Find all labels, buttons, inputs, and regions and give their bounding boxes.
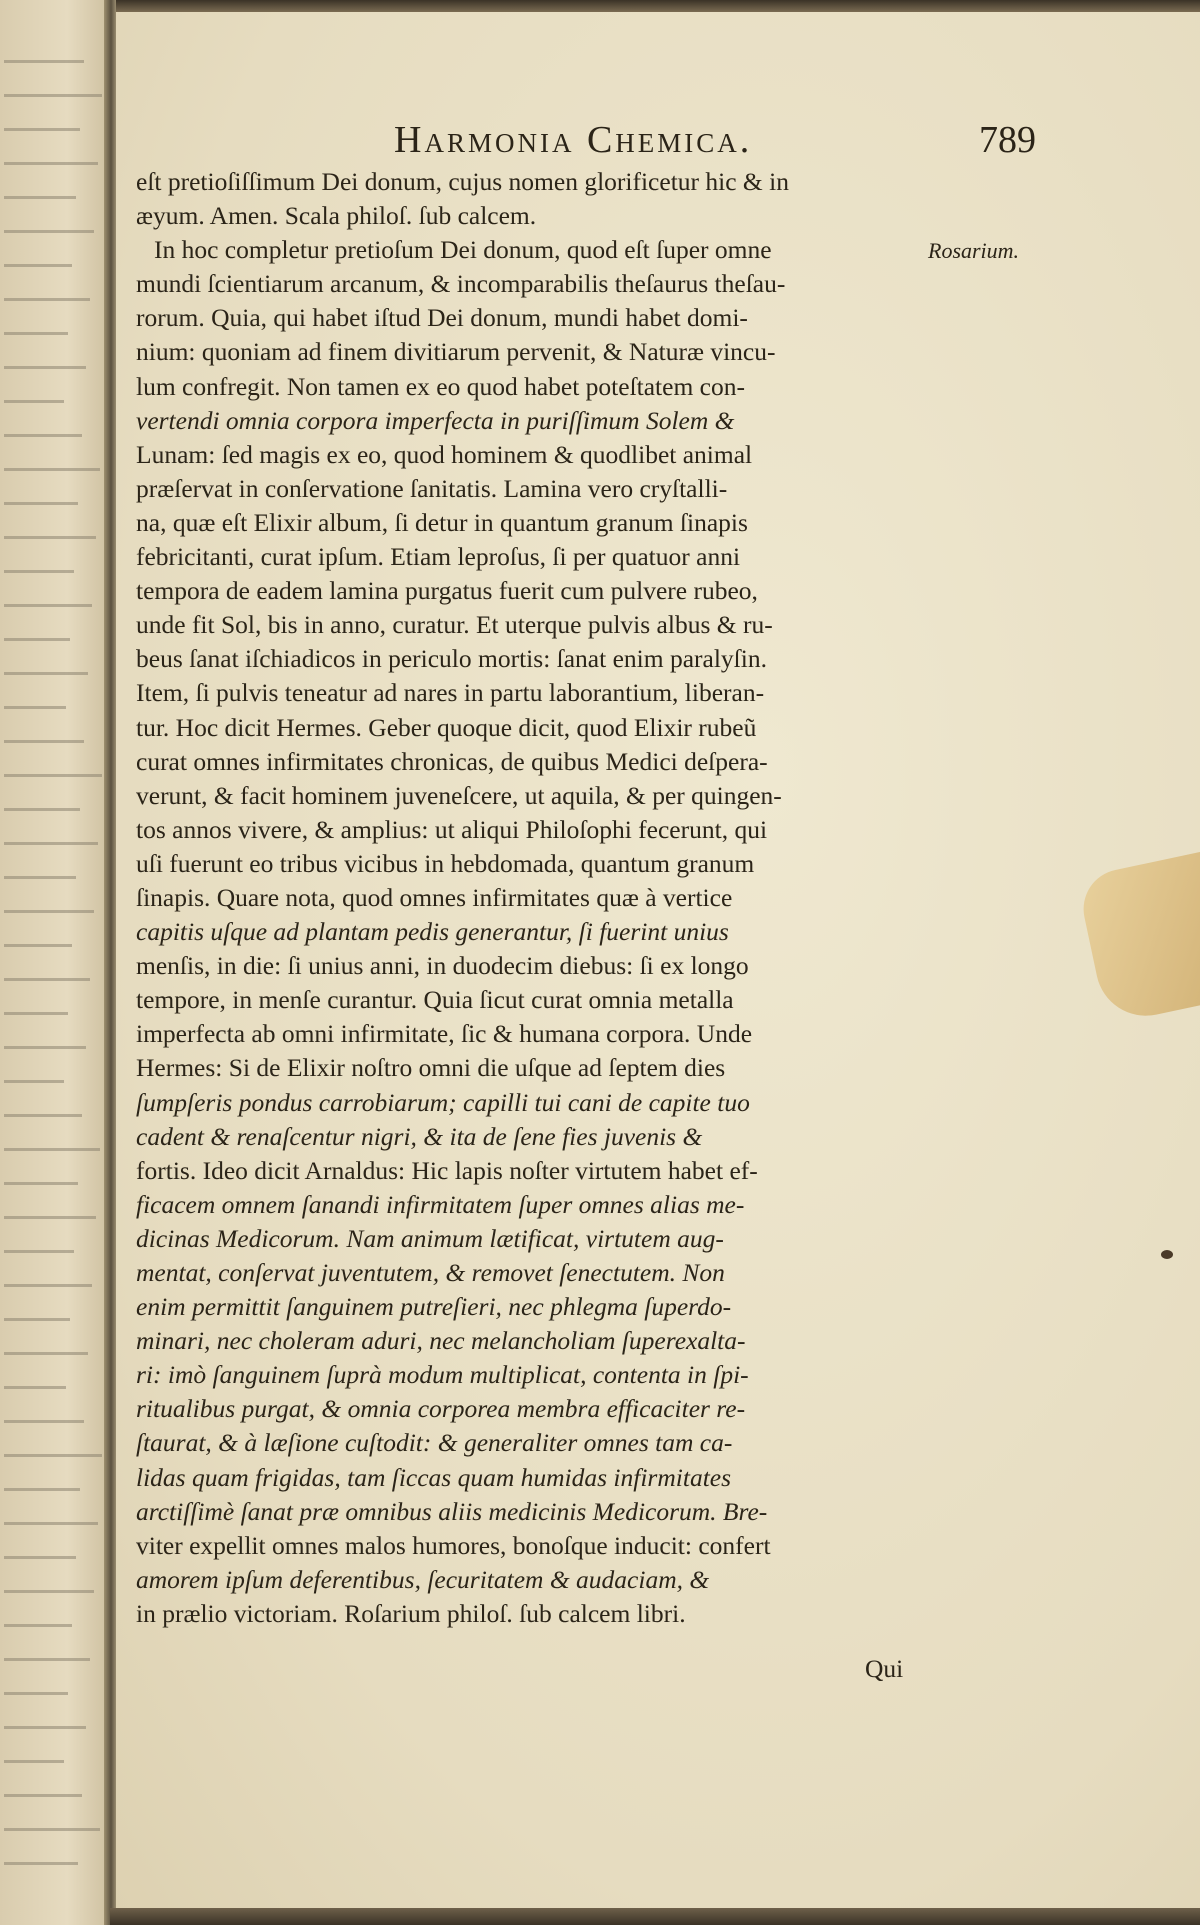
text-line: æyum. Amen. Scala philoſ. ſub calcem. bbox=[136, 201, 537, 231]
facing-page-text-trace bbox=[4, 1216, 96, 1219]
facing-page-text-trace bbox=[4, 672, 88, 675]
facing-page-text-trace bbox=[4, 298, 90, 301]
text-line: tos annos vivere, & amplius: ut aliqui Philoſophi fecerunt, qui bbox=[136, 814, 768, 844]
text-line: uſi fuerunt eo tribus vicibus in hebdomada, quantum granum bbox=[136, 848, 755, 878]
facing-page-text-trace bbox=[4, 1046, 86, 1049]
facing-page-text-trace bbox=[4, 1760, 64, 1763]
facing-page-text-trace bbox=[4, 1114, 82, 1117]
facing-page-text-trace bbox=[4, 94, 102, 97]
text-line: mentat, conſervat juventutem, & removet ſenectutem. Non bbox=[136, 1258, 725, 1287]
paper-stain bbox=[1161, 1250, 1173, 1259]
facing-page-text-trace bbox=[4, 1488, 80, 1491]
text-line: eſt pretioſiſſimum Dei donum, cujus nomen glorificetur hic & in bbox=[136, 167, 789, 196]
text-line: febricitanti, curat ipſum. Etiam leproſus, ſi per quatuor anni bbox=[136, 542, 741, 572]
facing-page-text-trace bbox=[4, 1726, 86, 1729]
facing-page-text-trace bbox=[4, 230, 94, 233]
facing-page-text-trace bbox=[4, 876, 76, 879]
facing-page-text-trace bbox=[4, 536, 96, 539]
text-line: unde fit Sol, bis in anno, curatur. Et uterque pulvis albus & ru- bbox=[136, 610, 773, 640]
facing-page-text-trace bbox=[4, 1692, 68, 1695]
facing-page-text-trace bbox=[4, 128, 80, 131]
running-title: Harmonia Chemica. bbox=[394, 119, 753, 161]
facing-page-edge bbox=[0, 0, 112, 1925]
page-header bbox=[276, 112, 1036, 162]
facing-page-text-trace bbox=[4, 366, 86, 369]
text-line: In hoc completur pretioſum Dei donum, quod eſt ſuper omne bbox=[154, 235, 772, 265]
facing-page-text-trace bbox=[4, 1794, 82, 1797]
facing-page-text-trace bbox=[4, 570, 74, 573]
facing-page-text-trace bbox=[4, 196, 76, 199]
text-line: na, quæ eſt Elixir album, ſi detur in quantum granum ſinapis bbox=[136, 507, 748, 537]
facing-page-text-trace bbox=[4, 1318, 70, 1321]
text-line: enim permittit ſanguinem putreſieri, nec phlegma ſuperdo- bbox=[136, 1292, 732, 1322]
facing-page-text-trace bbox=[4, 1590, 94, 1593]
facing-page-text-trace bbox=[4, 706, 66, 709]
facing-page-text-trace bbox=[4, 774, 102, 777]
facing-page-text-trace bbox=[4, 910, 94, 913]
text-line: vertendi omnia corpora imperfecta in puriſſimum Solem & bbox=[136, 405, 735, 435]
facing-page-text-trace bbox=[4, 604, 92, 607]
text-line: cadent & renaſcentur nigri, & ita de ſene fies juvenis & bbox=[136, 1121, 703, 1151]
facing-page-text-trace bbox=[4, 162, 98, 165]
facing-page-text-trace bbox=[4, 1454, 102, 1457]
facing-page-text-trace bbox=[4, 1862, 78, 1865]
marginal-note: Rosarium. bbox=[928, 238, 1020, 263]
facing-page-text-trace bbox=[4, 1828, 100, 1831]
facing-page-text-trace bbox=[4, 1624, 72, 1627]
book-page bbox=[116, 12, 1200, 1912]
facing-page-text-trace bbox=[4, 1012, 68, 1015]
text-line: ri: imò ſanguinem ſuprà modum multiplicat, contenta in ſpi- bbox=[136, 1360, 749, 1390]
text-line: ſtaurat, & à læſione cuſtodit: & generaliter omnes tam ca- bbox=[136, 1428, 733, 1458]
facing-page-text-trace bbox=[4, 60, 84, 63]
text-line: Item, ſi pulvis teneatur ad nares in partu laborantium, liberan- bbox=[136, 678, 765, 708]
body-text bbox=[136, 165, 946, 1631]
text-line: arctiſſimè ſanat præ omnibus aliis medicinis Medicorum. Bre- bbox=[136, 1496, 768, 1526]
facing-page-text-trace bbox=[4, 1352, 88, 1355]
text-line: dicinas Medicorum. Nam animum lætificat, virtutem aug- bbox=[136, 1223, 724, 1253]
text-line: menſis, in die: ſi unius anni, in duodecim diebus: ſi ex longo bbox=[136, 951, 749, 981]
text-line: rorum. Quia, qui habet iſtud Dei donum, mundi habet domi- bbox=[136, 303, 748, 333]
text-line: viter expellit omnes malos humores, bonoſque inducit: confert bbox=[136, 1530, 771, 1560]
facing-page-text-trace bbox=[4, 1182, 78, 1185]
text-line: nium: quoniam ad finem divitiarum pervenit, & Naturæ vincu- bbox=[136, 337, 776, 367]
text-line: tempora de eadem lamina purgatus fuerit cum pulvere rubeo, bbox=[136, 576, 758, 606]
page-top-edge bbox=[116, 0, 1200, 12]
text-line: præſervat in conſervatione ſanitatis. Lamina vero cryſtalli- bbox=[136, 473, 728, 503]
facing-page-text-trace bbox=[4, 740, 84, 743]
facing-page-text-trace bbox=[4, 808, 80, 811]
text-line: mundi ſcientiarum arcanum, & incomparabilis theſaurus theſau- bbox=[136, 269, 786, 299]
text-line: lum confregit. Non tamen ex eo quod habet poteſtatem con- bbox=[136, 371, 745, 401]
text-line: fortis. Ideo dicit Arnaldus: Hic lapis noſter virtutem habet ef- bbox=[136, 1155, 758, 1185]
facing-page-text-trace bbox=[4, 502, 78, 505]
text-line: beus ſanat iſchiadicos in periculo mortis: ſanat enim paralyſin. bbox=[136, 644, 767, 674]
facing-page-text-trace bbox=[4, 1556, 76, 1559]
facing-page-text-trace bbox=[4, 1658, 90, 1661]
facing-page-text-trace bbox=[4, 264, 72, 267]
text-line: capitis uſque ad plantam pedis generantur, ſi fuerint unius bbox=[136, 917, 729, 947]
text-line: minari, nec choleram aduri, nec melancholiam ſuperexalta- bbox=[136, 1326, 746, 1356]
text-line: tempore, in menſe curantur. Quia ſicut curat omnia metalla bbox=[136, 985, 734, 1015]
text-line: tur. Hoc dicit Hermes. Geber quoque dicit, quod Elixir rubeũ bbox=[136, 712, 757, 742]
facing-page-text-trace bbox=[4, 434, 82, 437]
facing-page-text-trace bbox=[4, 1080, 64, 1083]
text-line: ſinapis. Quare nota, quod omnes infirmitates quæ à vertice bbox=[136, 882, 733, 912]
catchword: Qui bbox=[865, 1654, 904, 1683]
text-line: ficacem omnem ſanandi infirmitatem ſuper omnes alias me- bbox=[136, 1189, 745, 1219]
facing-page-text-trace bbox=[4, 1250, 74, 1253]
text-line: Hermes: Si de Elixir noſtro omni die uſque ad ſeptem dies bbox=[136, 1053, 726, 1083]
page-bottom-edge bbox=[110, 1908, 1200, 1925]
facing-page-text-trace bbox=[4, 1386, 66, 1389]
text-line: amorem ipſum deferentibus, ſecuritatem & audaciam, & bbox=[136, 1564, 710, 1594]
page-number: 789 bbox=[979, 119, 1036, 161]
facing-page-text-trace bbox=[4, 1148, 100, 1151]
text-line: ritualibus purgat, & omnia corporea membra efficaciter re- bbox=[136, 1394, 746, 1424]
facing-page-text-trace bbox=[4, 978, 90, 981]
text-line: verunt, & facit hominem juveneſcere, ut aquila, & per quingen- bbox=[136, 780, 782, 810]
facing-page-text-trace bbox=[4, 638, 70, 641]
facing-page-text-trace bbox=[4, 1284, 92, 1287]
facing-page-text-trace bbox=[4, 1522, 98, 1525]
facing-page-text-trace bbox=[4, 842, 98, 845]
text-line: imperfecta ab omni infirmitate, ſic & humana corpora. Unde bbox=[136, 1019, 753, 1049]
facing-page-text-trace bbox=[4, 944, 72, 947]
text-line: lidas quam frigidas, tam ſiccas quam humidas infirmitates bbox=[136, 1462, 732, 1492]
facing-page-text-trace bbox=[4, 468, 100, 471]
facing-page-text-trace bbox=[4, 400, 64, 403]
text-line: curat omnes infirmitates chronicas, de quibus Medici deſpera- bbox=[136, 746, 768, 776]
text-line: ſumpſeris pondus carrobiarum; capilli tui cani de capite tuo bbox=[136, 1087, 750, 1117]
text-line: Lunam: ſed magis ex eo, quod hominem & quodlibet animal bbox=[136, 439, 753, 469]
text-line: in prælio victoriam. Roſarium philoſ. ſub calcem libri. bbox=[136, 1598, 686, 1628]
facing-page-text-trace bbox=[4, 332, 68, 335]
facing-page-text-trace bbox=[4, 1420, 84, 1423]
